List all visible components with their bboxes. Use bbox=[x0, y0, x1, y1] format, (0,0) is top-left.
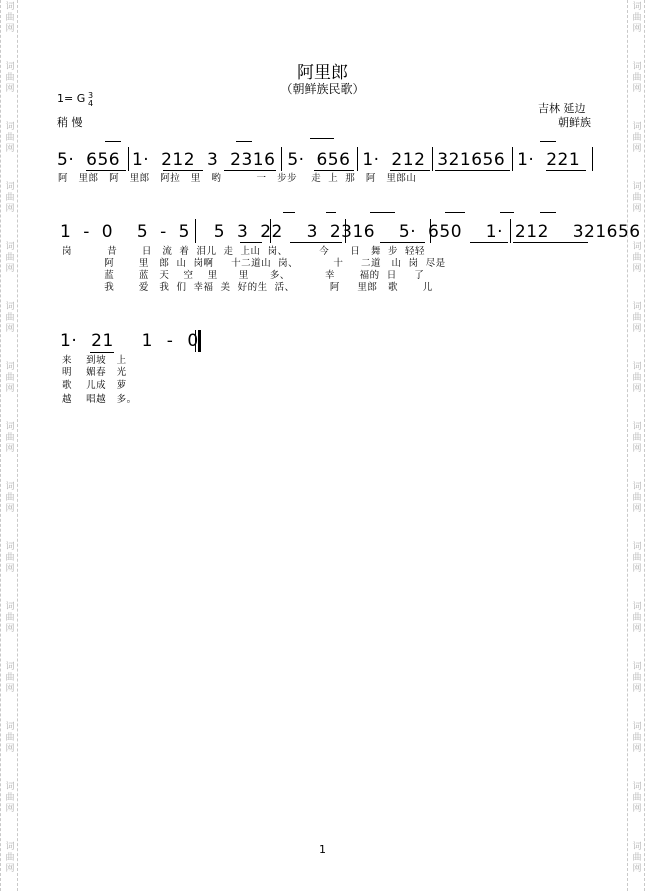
beam-underline bbox=[224, 170, 276, 171]
slur-mark bbox=[540, 141, 556, 142]
slur-mark bbox=[310, 138, 334, 139]
watermark-char: 词 bbox=[632, 602, 642, 612]
watermark-char: 网 bbox=[5, 264, 15, 274]
song-title: 阿里郎 bbox=[297, 63, 348, 83]
lyric-line-3-verse-3: 歌 儿成 萝 bbox=[62, 380, 127, 391]
watermark-char: 曲 bbox=[5, 733, 15, 743]
watermark-char: 网 bbox=[5, 204, 15, 214]
lyric-line-2-verse-4: 我 爱 我 们 幸福 美 好的生 活、 阿 里郎 歌 儿 bbox=[62, 282, 433, 293]
song-subtitle: （朝鲜族民歌） bbox=[280, 82, 365, 96]
lyric-line-3-verse-1: 来 到坡 上 bbox=[62, 355, 127, 366]
watermark-char: 网 bbox=[5, 744, 15, 754]
watermark-char: 网 bbox=[5, 384, 15, 394]
page-number: 1 bbox=[319, 843, 326, 856]
watermark-char: 曲 bbox=[5, 373, 15, 383]
final-bar-line-thick bbox=[198, 330, 201, 352]
watermark-char: 网 bbox=[632, 84, 642, 94]
watermark-char: 曲 bbox=[632, 73, 642, 83]
bar-line bbox=[345, 219, 346, 243]
bar-line bbox=[510, 219, 511, 243]
watermark-char: 网 bbox=[5, 24, 15, 34]
beam-underline bbox=[513, 242, 588, 243]
watermark-char: 网 bbox=[5, 504, 15, 514]
watermark-char: 曲 bbox=[632, 433, 642, 443]
watermark-char: 词 bbox=[632, 302, 642, 312]
watermark-char: 网 bbox=[5, 444, 15, 454]
watermark-char: 曲 bbox=[632, 313, 642, 323]
watermark-char: 曲 bbox=[632, 193, 642, 203]
watermark-char: 词 bbox=[5, 722, 15, 732]
bar-line bbox=[432, 147, 433, 171]
beam-underline bbox=[240, 242, 262, 243]
watermark-char: 词 bbox=[632, 2, 642, 12]
watermark-char: 网 bbox=[632, 204, 642, 214]
lyric-line-3-verse-2: 明 媚春 光 bbox=[62, 367, 127, 378]
bar-line bbox=[430, 219, 431, 243]
beam-underline bbox=[290, 242, 342, 243]
bar-line bbox=[357, 147, 358, 171]
watermark-char: 词 bbox=[5, 362, 15, 372]
watermark-char: 词 bbox=[632, 182, 642, 192]
watermark-char: 网 bbox=[632, 444, 642, 454]
watermark-char: 曲 bbox=[5, 433, 15, 443]
watermark-char: 词 bbox=[5, 62, 15, 72]
beam-underline bbox=[546, 170, 586, 171]
watermark-char: 词 bbox=[5, 842, 15, 852]
notation-line-2: 1 - 0 5 - 5 5 3 22 3 2316 5· 650 1· 212 321656 bbox=[60, 222, 641, 242]
watermark-char: 网 bbox=[5, 144, 15, 154]
watermark-char: 词 bbox=[5, 542, 15, 552]
watermark-char: 词 bbox=[5, 122, 15, 132]
watermark-char: 网 bbox=[5, 564, 15, 574]
bar-line bbox=[512, 147, 513, 171]
watermark-char: 曲 bbox=[5, 613, 15, 623]
credit-ethnicity: 朝鲜族 bbox=[558, 116, 591, 129]
watermark-char: 网 bbox=[632, 864, 642, 874]
watermark-char: 词 bbox=[632, 362, 642, 372]
watermark-char: 网 bbox=[5, 624, 15, 634]
lyric-line-2-verse-1: 岗 昔 日 流 着 泪儿 走 上山 岗、 今 日 舞 步 轻轻 bbox=[62, 246, 426, 257]
watermark-char: 词 bbox=[5, 782, 15, 792]
time-signature-top: 3 bbox=[88, 91, 94, 100]
watermark-char: 词 bbox=[5, 482, 15, 492]
watermark-char: 网 bbox=[632, 264, 642, 274]
watermark-char: 词 bbox=[5, 422, 15, 432]
tempo-marking: 稍 慢 bbox=[57, 116, 83, 129]
watermark-char: 曲 bbox=[5, 853, 15, 863]
watermark-char: 网 bbox=[632, 24, 642, 34]
beam-underline bbox=[314, 170, 354, 171]
watermark-char: 曲 bbox=[5, 553, 15, 563]
watermark-char: 曲 bbox=[632, 253, 642, 263]
watermark-char: 曲 bbox=[632, 13, 642, 23]
watermark-char: 词 bbox=[632, 662, 642, 672]
watermark-char: 曲 bbox=[632, 793, 642, 803]
beam-underline bbox=[163, 170, 203, 171]
credit-region: 吉林 延边 bbox=[538, 102, 586, 115]
watermark-char: 词 bbox=[632, 542, 642, 552]
watermark-char: 网 bbox=[632, 384, 642, 394]
watermark-char: 曲 bbox=[5, 313, 15, 323]
watermark-char: 词 bbox=[5, 182, 15, 192]
slur-mark bbox=[326, 212, 336, 213]
watermark-char: 词 bbox=[632, 722, 642, 732]
watermark-char: 词 bbox=[5, 662, 15, 672]
watermark-char: 网 bbox=[632, 564, 642, 574]
watermark-char: 词 bbox=[5, 2, 15, 12]
bar-line bbox=[195, 219, 196, 243]
bar-line bbox=[270, 219, 271, 243]
lyric-line-3-verse-4: 越 唱越 多。 bbox=[62, 394, 137, 405]
beam-underline bbox=[86, 170, 126, 171]
watermark-char: 曲 bbox=[5, 253, 15, 263]
watermark-char: 词 bbox=[632, 242, 642, 252]
beam-underline bbox=[435, 170, 510, 171]
watermark-char: 网 bbox=[5, 324, 15, 334]
beam-underline bbox=[470, 242, 508, 243]
watermark-char: 曲 bbox=[632, 373, 642, 383]
watermark-char: 网 bbox=[632, 744, 642, 754]
watermark-char: 曲 bbox=[5, 493, 15, 503]
time-signature-bottom: 4 bbox=[88, 99, 94, 108]
slur-mark bbox=[236, 141, 252, 142]
watermark-char: 网 bbox=[5, 804, 15, 814]
watermark-char: 网 bbox=[632, 504, 642, 514]
watermark-char: 网 bbox=[5, 864, 15, 874]
watermark-char: 曲 bbox=[632, 673, 642, 683]
slur-mark bbox=[105, 141, 121, 142]
key-signature: 1= G bbox=[57, 92, 86, 105]
slur-mark bbox=[445, 212, 465, 213]
watermark-char: 词 bbox=[5, 302, 15, 312]
lyric-line-1-verse-1: 阿 里郎 阿 里郎 阿拉 里 哟 一 步步 走 上 那 阿 里郎山 bbox=[58, 173, 417, 184]
bar-line bbox=[592, 147, 593, 171]
watermark-char: 曲 bbox=[5, 13, 15, 23]
watermark-char: 词 bbox=[632, 482, 642, 492]
bar-line bbox=[128, 147, 129, 171]
slur-mark bbox=[370, 212, 395, 213]
watermark-char: 曲 bbox=[5, 673, 15, 683]
watermark-char: 曲 bbox=[5, 73, 15, 83]
beam-underline bbox=[390, 170, 430, 171]
watermark-char: 网 bbox=[632, 624, 642, 634]
bar-line bbox=[281, 147, 282, 171]
watermark-char: 曲 bbox=[632, 553, 642, 563]
watermark-char: 网 bbox=[5, 84, 15, 94]
time-signature bbox=[88, 92, 93, 108]
watermark-char: 网 bbox=[632, 144, 642, 154]
notation-line-1: 5· 656 1· 212 3 2316 5· 656 1· 212 321656 1· 221 bbox=[57, 150, 581, 170]
watermark-char: 网 bbox=[632, 804, 642, 814]
watermark-char: 词 bbox=[5, 602, 15, 612]
watermark-char: 曲 bbox=[632, 853, 642, 863]
watermark-char: 词 bbox=[632, 842, 642, 852]
watermark-char: 曲 bbox=[632, 733, 642, 743]
watermark-char: 曲 bbox=[5, 193, 15, 203]
beam-underline bbox=[90, 352, 114, 353]
slur-mark bbox=[500, 212, 514, 213]
final-bar-line-thin bbox=[195, 330, 196, 352]
slur-mark bbox=[540, 212, 556, 213]
watermark-char: 网 bbox=[632, 324, 642, 334]
watermark-char: 曲 bbox=[632, 493, 642, 503]
watermark-char: 词 bbox=[632, 422, 642, 432]
watermark-char: 词 bbox=[632, 62, 642, 72]
watermark-char: 曲 bbox=[632, 613, 642, 623]
watermark-char: 曲 bbox=[5, 133, 15, 143]
watermark-char: 词 bbox=[632, 782, 642, 792]
notation-line-3: 1· 21 1 - 0 bbox=[60, 331, 199, 351]
watermark-char: 曲 bbox=[632, 133, 642, 143]
watermark-char: 曲 bbox=[5, 793, 15, 803]
watermark-char: 网 bbox=[632, 684, 642, 694]
watermark-char: 词 bbox=[632, 122, 642, 132]
watermark-char: 网 bbox=[5, 684, 15, 694]
lyric-line-2-verse-3: 蓝 蓝 天 空 里 里 多、 幸 福的 日 了 bbox=[62, 270, 425, 281]
beam-underline bbox=[380, 242, 425, 243]
lyric-line-2-verse-2: 阿 里 郎 山 岗啊 十二道山 岗、 十 二道 山 岗 尽是 bbox=[62, 258, 446, 269]
watermark-char: 词 bbox=[5, 242, 15, 252]
slur-mark bbox=[283, 212, 295, 213]
